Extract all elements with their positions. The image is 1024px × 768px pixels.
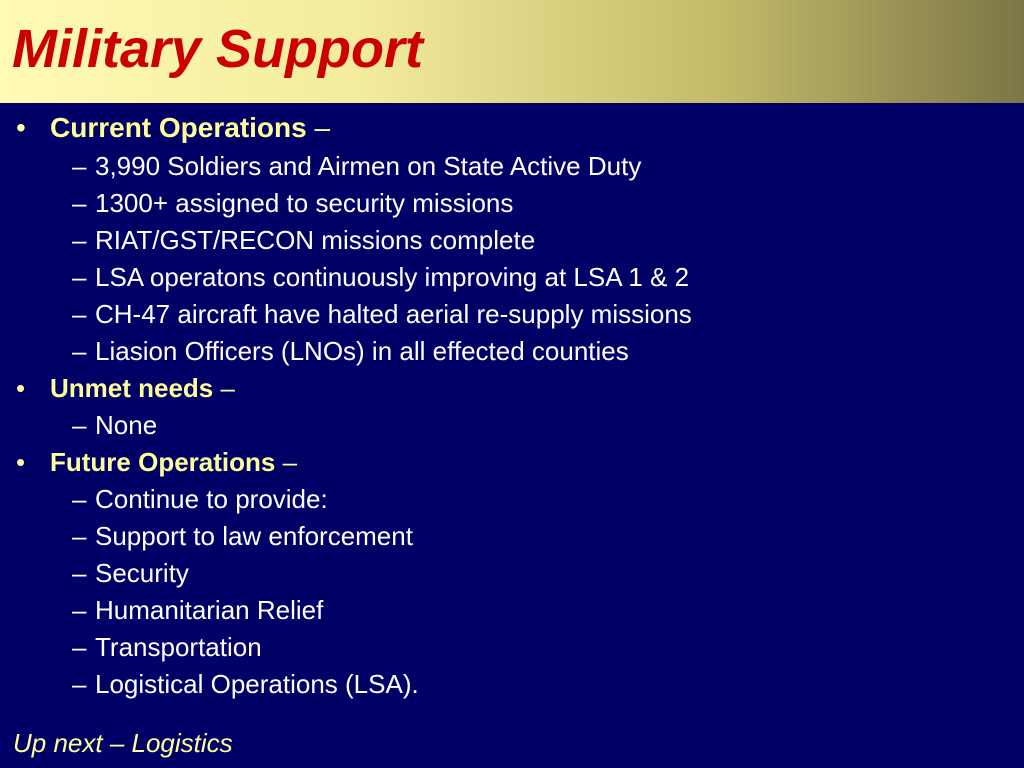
list-item bbox=[0, 592, 1024, 629]
list-item-text: Humanitarian Relief bbox=[95, 595, 324, 625]
list-item bbox=[0, 222, 1024, 259]
list-item-text: 3,990 Soldiers and Airmen on State Active Duty bbox=[95, 151, 642, 181]
bullet-icon: • bbox=[16, 112, 26, 143]
dash-icon: – bbox=[72, 336, 87, 366]
dash-icon: – bbox=[72, 669, 87, 699]
up-next-footer: Up next – Logistics bbox=[13, 728, 233, 758]
dash-icon: – bbox=[72, 188, 87, 218]
dash-icon: – bbox=[72, 521, 87, 551]
bullet-icon: • bbox=[16, 373, 26, 403]
list-item bbox=[0, 259, 1024, 296]
list-item bbox=[0, 629, 1024, 666]
list-item bbox=[0, 666, 1024, 703]
list-item-text: Logistical Operations (LSA). bbox=[95, 669, 419, 699]
list-item-text: 1300+ assigned to security missions bbox=[95, 188, 514, 218]
list-item-text: Support to law enforcement bbox=[95, 521, 413, 551]
list-item-text: Continue to provide: bbox=[95, 484, 328, 514]
dash-icon: – bbox=[72, 151, 87, 181]
list-item bbox=[0, 555, 1024, 592]
list-item bbox=[0, 296, 1024, 333]
list-item bbox=[0, 481, 1024, 518]
dash-icon: – bbox=[72, 632, 87, 662]
section-heading-label: Current Operations bbox=[50, 112, 307, 143]
dash-icon: – bbox=[72, 558, 87, 588]
list-item bbox=[0, 407, 1024, 444]
section-heading-label: Unmet needs bbox=[50, 373, 214, 403]
list-item-text: Transportation bbox=[95, 632, 262, 662]
list-item bbox=[0, 518, 1024, 555]
section-heading-current-operations bbox=[0, 108, 1024, 148]
dash-icon: – bbox=[72, 262, 87, 292]
title-bar bbox=[0, 0, 1024, 103]
dash-icon: – bbox=[72, 410, 87, 440]
list-item-text: Security bbox=[95, 558, 189, 588]
dash-icon: – bbox=[72, 484, 87, 514]
dash-icon: – bbox=[72, 299, 87, 329]
section-heading-suffix: – bbox=[275, 447, 298, 477]
list-item-text: Liasion Officers (LNOs) in all effected counties bbox=[95, 336, 629, 366]
list-item-text: RIAT/GST/RECON missions complete bbox=[95, 225, 536, 255]
slide-content bbox=[0, 108, 1024, 703]
slide-title: Military Support bbox=[12, 19, 424, 79]
section-heading-unmet-needs bbox=[0, 370, 1024, 407]
list-item bbox=[0, 185, 1024, 222]
section-heading-label: Future Operations bbox=[50, 447, 276, 477]
dash-icon: – bbox=[72, 595, 87, 625]
bullet-icon: • bbox=[16, 447, 26, 477]
section-heading-suffix: – bbox=[213, 373, 235, 403]
dash-icon: – bbox=[72, 225, 87, 255]
list-item bbox=[0, 148, 1024, 185]
list-item bbox=[0, 333, 1024, 370]
section-heading-suffix: – bbox=[306, 112, 331, 143]
list-item-text: CH-47 aircraft have halted aerial re-supply missions bbox=[95, 299, 692, 329]
section-heading-future-operations bbox=[0, 444, 1024, 481]
list-item-text: LSA operatons continuously improving at LSA 1 & 2 bbox=[95, 262, 690, 292]
list-item-text: None bbox=[95, 410, 158, 440]
